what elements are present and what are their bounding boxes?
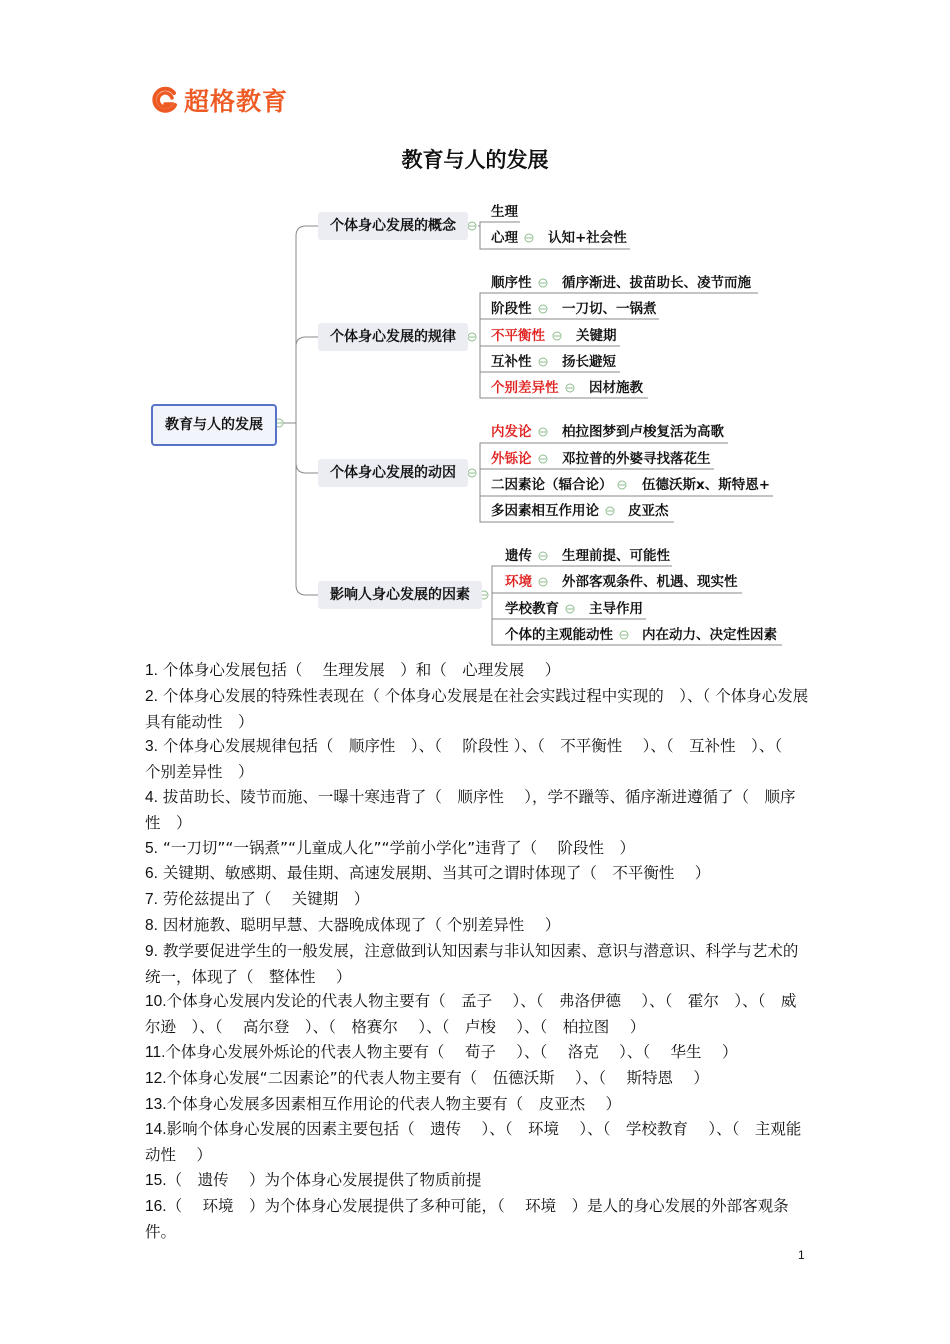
- question-item: 15.（ 遗传 ）为个体身心发展提供了物质前提: [145, 1170, 482, 1189]
- question-item: 16.（ 环境 ）为个体身心发展提供了多种可能，（ 环境 ）是人的身心发展的外部客观条件。: [145, 1196, 789, 1241]
- question-item: 7. 劳伦兹提出了（ 关键期 ）: [145, 890, 370, 909]
- question-item: 11.个体身心发展外烁论的代表人物主要有（ 荀子 ）、（ 洛克 ）、（ 华生 ）: [145, 1042, 738, 1061]
- leaf-detail: 内在动力、决定性因素: [642, 627, 777, 643]
- leaf-detail: 关键期: [576, 328, 617, 344]
- brand-name: 超格教育: [184, 87, 289, 116]
- question-item: 6. 关键期、敏感期、最佳期、高速发展期、当其可之谓时体现了（ 不平衡性 ）: [145, 864, 711, 883]
- branch-factors: 影响人身心发展的因素: [318, 581, 482, 609]
- question-item: 13.个体身心发展多因素相互作用论的代表人物主要有（ 皮亚杰 ）: [145, 1094, 621, 1113]
- leaf-detail: 邓拉普的外婆寻找落花生: [562, 451, 711, 467]
- question-item: 4. 拔苗助长、陵节而施、一曝十寒违背了（ 顺序性 ），学不躐等、循序渐进遵循了（ 顺序性 ）: [145, 787, 796, 832]
- leaf-label-highlight: 环境: [505, 574, 532, 590]
- question-item: 5. “一刀切”“一锅煮”“儿童成人化”“学前小学化”违背了（ 阶段性 ）: [145, 838, 636, 857]
- leaf-detail: 主导作用: [589, 601, 643, 617]
- leaf-detail: 柏拉图梦到卢梭复活为高歌: [562, 424, 724, 440]
- leaf-label: 学校教育: [505, 601, 559, 617]
- leaf-detail: 伍德沃斯x、斯特恩+: [642, 477, 771, 493]
- leaf-label: 生理: [491, 204, 518, 220]
- question-item: 1. 个体身心发展包括（ 生理发展 ）和（ 心理发展 ）: [145, 661, 561, 679]
- branch-causes: 个体身心发展的动因: [318, 459, 468, 487]
- question-item: 8. 因材施教、聪明早慧、大器晚成体现了（ 个别差异性 ）: [145, 915, 561, 934]
- leaf-label: 二因素论（辐合论）: [491, 477, 613, 493]
- question-item: 3. 个体身心发展规律包括（ 顺序性 ）、（ 阶段性 ）、（ 不平衡性 ）、（ 互补性 ）、（ 个别差异性 ）: [145, 737, 803, 782]
- leaf-label: 心理: [491, 230, 518, 246]
- question-item: 2. 个体身心发展的特殊性表现在（ 个体身心发展是在社会实践过程中实现的 ）、（ 个体身心发展具有能动性 ）: [145, 686, 809, 731]
- leaf-detail: 认知+社会性: [548, 230, 627, 246]
- leaf-detail: 一刀切、一锅煮: [562, 301, 657, 317]
- branch-concept: 个体身心发展的概念: [318, 212, 468, 240]
- leaf-label: 多因素相互作用论: [491, 503, 599, 519]
- leaf-label: 个体的主观能动性: [505, 627, 613, 643]
- question-item: 10.个体身心发展内发论的代表人物主要有（ 孟子 ）、（ 弗洛伊德 ）、（ 霍尔 ）、（ 威尔逊 ）、（ 高尔登 ）、（ 格赛尔 ）、（ 卢梭 ）、（ 柏拉图 ）: [145, 992, 797, 1037]
- page-number: 1: [798, 1248, 805, 1262]
- leaf-label: 互补性: [491, 354, 532, 370]
- leaf-label-highlight: 外铄论: [491, 451, 532, 467]
- leaf-detail: 皮亚杰: [628, 503, 669, 519]
- leaf-detail: 扬长避短: [562, 354, 616, 370]
- leaf-label: 阶段性: [491, 301, 532, 317]
- leaf-detail: 循序渐进、拔苗助长、凌节而施: [562, 275, 751, 291]
- question-item: 14.影响个体身心发展的因素主要包括（ 遗传 ）、（ 环境 ）、（ 学校教育 ）、（ 主观能动性 ）: [145, 1120, 802, 1165]
- leaf-detail: 生理前提、可能性: [562, 548, 670, 564]
- leaf-detail: 因材施教: [589, 380, 643, 396]
- leaf-label-highlight: 个别差异性: [491, 380, 559, 396]
- branch-laws: 个体身心发展的规律: [318, 323, 468, 351]
- question-list: [145, 658, 810, 1244]
- page-title: 教育与人的发展: [401, 148, 549, 172]
- leaf-label-highlight: 内发论: [491, 424, 532, 440]
- leaf-label: 顺序性: [491, 275, 532, 291]
- question-item: 9. 教学要促进学生的一般发展，注意做到认知因素与非认知因素、意识与潜意识、科学与艺术的统一，体现了（ 整体性 ）: [145, 941, 799, 986]
- mindmap-root: 教育与人的发展: [151, 404, 277, 446]
- leaf-label-highlight: 不平衡性: [491, 328, 545, 344]
- question-item: 12.个体身心发展“二因素论”的代表人物主要有（ 伍德沃斯 ）、（ 斯特恩 ）: [145, 1068, 709, 1087]
- leaf-detail: 外部客观条件、机遇、现实性: [562, 574, 738, 590]
- leaf-label: 遗传: [505, 548, 532, 564]
